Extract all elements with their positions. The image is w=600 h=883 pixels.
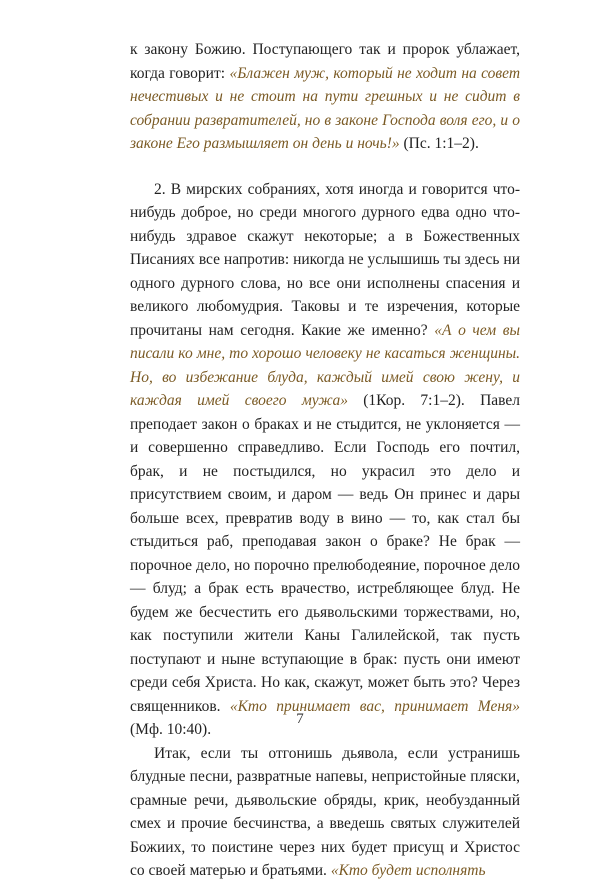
paragraph-2-text-a: 2. В мирских собраниях, хотя иногда и говорится что-нибудь доброе, но среди многого дурного едва одно что-нибудь здравое скажут некоторые; а в Божественных Писаниях все напротив: никогда не услышишь ты здесь ни одного дурного слова, но все они исполнены спасения и великого любомудрия. Таковы и те изречения, которые прочитаны нам сегодня. Какие же именно? — [130, 180, 520, 339]
paragraph-2-text-b: (1Кор. 7:1–2). Павел преподает закон о браках и не стыдится, не уклоняется — и совершенно справедливо. Если Господь его почтил, брак, и не постыдился, но украсил это дело и присутствием своим, и даром — ведь Он принес и дары больше всех, превратив воду в вино — то, как стал бы стыдиться раб, преподавая закон о браке? Не брак — порочное дело, но порочно прелюбодеяние, порочное дело — блуд; а брак есть врачество, истребляющее блуд. Не будем же бесчестить его дьявольскими торжествами, но, как поступили жители Каны Галилейской, так пусть поступают и ныне вступающие в брак: пусть они имеют среди себя Христа. Но как, скажут, может быть это? Через священников. — [130, 392, 520, 715]
corinthians-quote: «А о чем вы писали ко мне, то хорошо человеку не касаться женщины. Но, во избежание блуда, каждый имей свою жену, и каждая имей своего мужа» — [130, 321, 520, 409]
paragraph-2 — [130, 178, 520, 742]
paragraph-3-text-a: Итак, если ты отгонишь дьявола, если устранишь блудные песни, развратные напевы, непристойные пляски, срамные речи, дьявольские обряды, крик, необузданный смех и прочие бесчинства, а введешь святых служителей Божиих, то поистине через них будет присущ и Христос со своей матерью и братьями. — [130, 744, 520, 879]
paragraph-1 — [130, 38, 520, 156]
matthew-quote: «Кто принимает вас, принимает Меня» — [229, 697, 521, 715]
section-gap — [130, 156, 520, 178]
paragraph-1-text-a: к закону Божию. Поступающего так и пророк ублажает, когда говорит: — [130, 41, 520, 82]
psalm-quote: «Блажен муж, который не ходит на совет нечестивых и не стоит на пути грешных и не сидит в собрании развратителей, но в законе Господа воля его, и о законе Его размышляет он день и ночь!» — [130, 64, 521, 152]
paragraph-3 — [130, 742, 520, 883]
page-number: 7 — [296, 711, 304, 727]
page-body — [130, 38, 520, 883]
continuing-quote: «Кто будет исполнять — [330, 862, 486, 879]
paragraph-1-text-b: (Пс. 1:1–2). — [399, 135, 479, 152]
paragraph-2-text-c: (Мф. 10:40). — [130, 721, 212, 738]
